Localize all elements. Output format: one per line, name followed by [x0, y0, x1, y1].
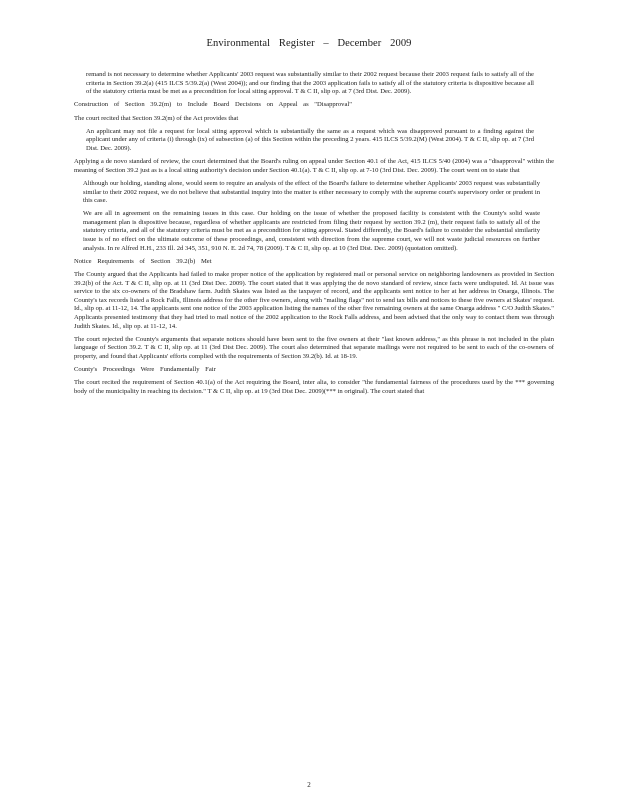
- body-paragraph: The County argued that the Applicants had failed to make proper notice of the application by registered mail or personal service on neighboring landowners as provided in Section 39.2(b) of the Act. T & C II, slip op. at 11 (3rd Dist Dec. 2009). The court stated that it was applying the de novo standard of review, since facts were undisputed. Id. At issue was service to the six co-owners of the Bradshaw farm. Judith Skates was listed as the taxpayer of record, and the applicants sent notice to her at her address in Onarga, Illinois. The County's tax records listed a Rock Falls, Illinois address for the other five owners, along with "mailing flags" not to send tax bills and notices to these five owners at Skates' request. Id., slip op. at 11-12, 14. The applicants sent one notice of the 2003 application listing the names of the other five remaining owners at the same Onarga address " C/O Judith Skates." Applicants presented testimony that they had tried to mail notice of the 2002 application to the Rock Falls address, and been advised that the only way to contact them was through Judith Skates. Id., slip op. at 11-12, 14.: [74, 271, 554, 330]
- body-paragraph-indented: remand is not necessary to determine whether Applicants' 2003 request was substantially similar to their 2002 request because their 2003 request fails to satisfy all of the criteria in Section 39.2(a) (415 ILCS 5/39.2(a) (West 2004)); and our finding that the 2003 application fails to satisfy all of the statutory criteria is dispositive because all of the statutory criteria must be met as a precondition for local siting approval. T & C II, slip op. at 7 (3rd Dist. Dec. 2009).: [86, 71, 534, 96]
- body-paragraph: The court rejected the County's arguments that separate notices should have been sent to the five owners at their "last known address," as this phrase is not included in the plain language of Section 39.2. T & C II, slip op. at 11 (3rd Dist Dec. 2009). The court also determined that separate mailings were not required to be sent to each of the co-owners of property, and found that Applicants' efforts complied with the requirements of Section 39.2(b). Id. at 18-19.: [74, 335, 554, 360]
- section-heading: Construction of Section 39.2(m) to Include Board Decisions on Appeal as "Disapproval": [74, 101, 352, 109]
- block-quote-paragraph: Although our holding, standing alone, would seem to require an analysis of the effect of the Board's failure to determine whether Applicants' 2003 request was substantially similar to their 2002 request, we do not believe that substantial inquiry into the matter is either necessary to comply with the supreme court's supervisory order or prudent in this case.: [83, 179, 540, 205]
- document-body: [74, 71, 554, 401]
- body-paragraph: Applying a de novo standard of review, the court determined that the Board's ruling on appeal under Section 40.1 of the Act, 415 ILCS 5/40 (2004) was a "disapproval" within the meaning of Section 39.2 just as is a local siting authority's decision under Section 40.1(a). T & C II, slip op. at 7-10 (3rd Dist. Dec. 2009). The court went on to state that: [74, 158, 554, 174]
- body-paragraph: The court recited the requirement of Section 40.1(a) of the Act requiring the Board, inter alia, to consider "the fundamental fairness of the procedures used by the *** governing body of the municipality in reaching its decision." T & C II, slip op. at 19 (3rd Dist Dec. 2009)(*** in original). The court stated that: [74, 379, 554, 395]
- block-quote-paragraph: We are all in agreement on the remaining issues in this case. Our holding on the issue of whether the proposed facility is consistent with the County's solid waste management plan is dispositive because, regardless of whether applicants are restricted from filing their request by section 39.2 (m), their request fails to satisfy all of the statutory criteria, and all of the statutory criteria must be met as a precondition for siting approval. Stated differently, the Board's failure to consider the substantial similarity issue is of no effect on the ultimate outcome of these proceedings, and, consistent with direction from the supreme court, we will not waste judicial resources on further analysis. In re Alfred H.H., 233 Ill. 2d 345, 351, 910 N. E. 2d 74, 78 (2009). T & C II, slip op. at 10 (3rd Dist. Dec. 2009) (quotation omitted).: [83, 210, 540, 252]
- section-heading: Notice Requirements of Section 39.2(b) Met: [74, 257, 212, 265]
- page-header: Environmental Register – December 2009: [206, 38, 412, 49]
- page-number: 2: [307, 781, 311, 789]
- section-heading: County's Proceedings Were Fundamentally Fair: [74, 366, 216, 374]
- body-paragraph-indented: An applicant may not file a request for local siting approval which is substantially the same as a request which was disapproved pursuant to a finding against the applicant under any of criteria (i) through (ix) of subsection (a) of this Section within the preceding 2 years. 415 ILCS 5/39.2(M) (West 2004). T & C II, slip op. at 7 (3rd Dist. Dec. 2009).: [86, 127, 534, 152]
- body-paragraph: The court recited that Section 39.2(m) of the Act provides that: [74, 114, 239, 122]
